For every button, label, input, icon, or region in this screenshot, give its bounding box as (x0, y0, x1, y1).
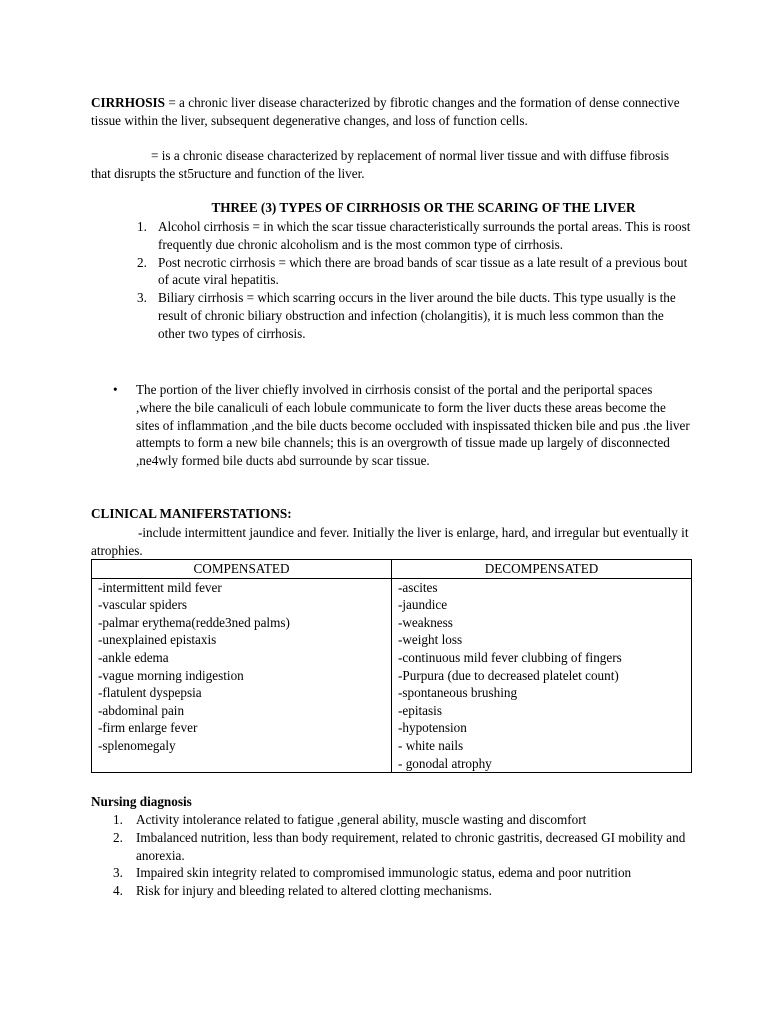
list-item: 4. Risk for injury and bleeding related to altered clotting mechanisms. (113, 883, 492, 899)
decompensated-cell (392, 578, 692, 773)
nursing-list (91, 811, 691, 900)
list-item: -intermittent mild fever (98, 579, 222, 595)
list-item: 1. Activity intolerance related to fatigue ,general ability, muscle wasting and discomfort (113, 812, 587, 827)
list-item: -vascular spiders (98, 597, 187, 613)
list-item: - gonodal atrophy (398, 755, 492, 771)
list-item: -vague morning indigestion (98, 667, 244, 683)
manifestations-table (91, 559, 692, 773)
list-item: 2. Imbalanced nutrition, less than body requirement, related to chronic gastritis, decreased GI mobility and anorexia. (113, 829, 686, 863)
column-header-decompensated: DECOMPENSATED (392, 560, 692, 579)
types-list (91, 218, 691, 343)
list-item: -abdominal pain (98, 702, 185, 718)
list-item: -continuous mild fever clubbing of fingers (398, 649, 622, 665)
intro-paragraph (91, 94, 691, 130)
compensated-cell (92, 578, 392, 773)
intro-definition: = a chronic liver disease characterized by fibrotic changes and the formation of dense connective tissue within the liver, subsequent degenerative changes, and loss of function cells. (91, 95, 680, 128)
intro-definition-2: = is a chronic disease characterized by replacement of normal liver tissue and with diffuse fibrosis that disrupts the st5ructure and function of the liver. (91, 148, 670, 181)
clinical-text: -include intermittent jaundice and fever. Initially the liver is enlarge, hard, and irregular but eventually it atrophies. (91, 525, 689, 558)
list-item: -ascites (398, 579, 438, 595)
list-item: -ankle edema (98, 649, 169, 665)
list-item: 3. Impaired skin integrity related to compromised immunologic status, edema and poor nutrition (113, 865, 632, 881)
list-item: 3. Biliary cirrhosis = which scarring occurs in the liver around the bile ducts. This type usually is the result of chronic biliary obstruction and infection (cholangitis), it is much less common than the other two types of cirrhosis. (137, 290, 676, 341)
table-row (92, 578, 692, 773)
list-item: -unexplained epistaxis (98, 632, 217, 648)
list-item: -hypotension (398, 720, 467, 736)
nursing-heading: Nursing diagnosis (91, 794, 192, 809)
list-item: -weakness (398, 614, 453, 630)
list-item: -epitasis (398, 702, 442, 718)
list-item: - white nails (398, 737, 464, 753)
clinical-heading: CLINICAL MANIFERSTATIONS: (91, 506, 292, 521)
list-item: -splenomegaly (98, 737, 176, 753)
list-item: -palmar erythema(redde3ned palms) (98, 614, 290, 630)
list-item: -Purpura (due to decreased platelet count) (398, 667, 619, 683)
list-item: -weight loss (398, 632, 463, 648)
list-item: 1. Alcohol cirrhosis = in which the scar tissue characteristically surrounds the portal areas. This is roost frequently due chronic alcoholism and is the most common type of cirrhosis. (137, 219, 691, 252)
list-item: -firm enlarge fever (98, 720, 198, 736)
list-item: -spontaneous brushing (398, 685, 518, 701)
column-header-compensated: COMPENSATED (92, 560, 392, 579)
list-item: 2. Post necrotic cirrhosis = which there are broad bands of scar tissue as a late result of a previous bout of acute viral hepatitis. (137, 254, 688, 288)
list-item: -flatulent dyspepsia (98, 685, 202, 701)
intro-term: CIRRHOSIS (91, 95, 166, 110)
bullet-text: The portion of the liver chiefly involved in cirrhosis consist of the portal and the periportal spaces ,where the bile canaliculi of each lobule communicate to form the liver ducts these areas become the sites of inflammation ,and the bile ducts become occluded with inspissated thicken bile and pus .the liver attempts to form a new bile channels; this is an overgrowth of tissue made up largely of disconnected ,ne4wly formed bile ducts abd surrounde by scar tissue. (136, 382, 690, 469)
types-title: THREE (3) TYPES OF CIRRHOSIS OR THE SCARING OF THE LIVER (211, 200, 636, 215)
table-header-row (92, 560, 692, 579)
bullet-paragraph (91, 381, 691, 470)
bullet-icon: • (113, 382, 118, 397)
list-item: -jaundice (398, 597, 448, 613)
